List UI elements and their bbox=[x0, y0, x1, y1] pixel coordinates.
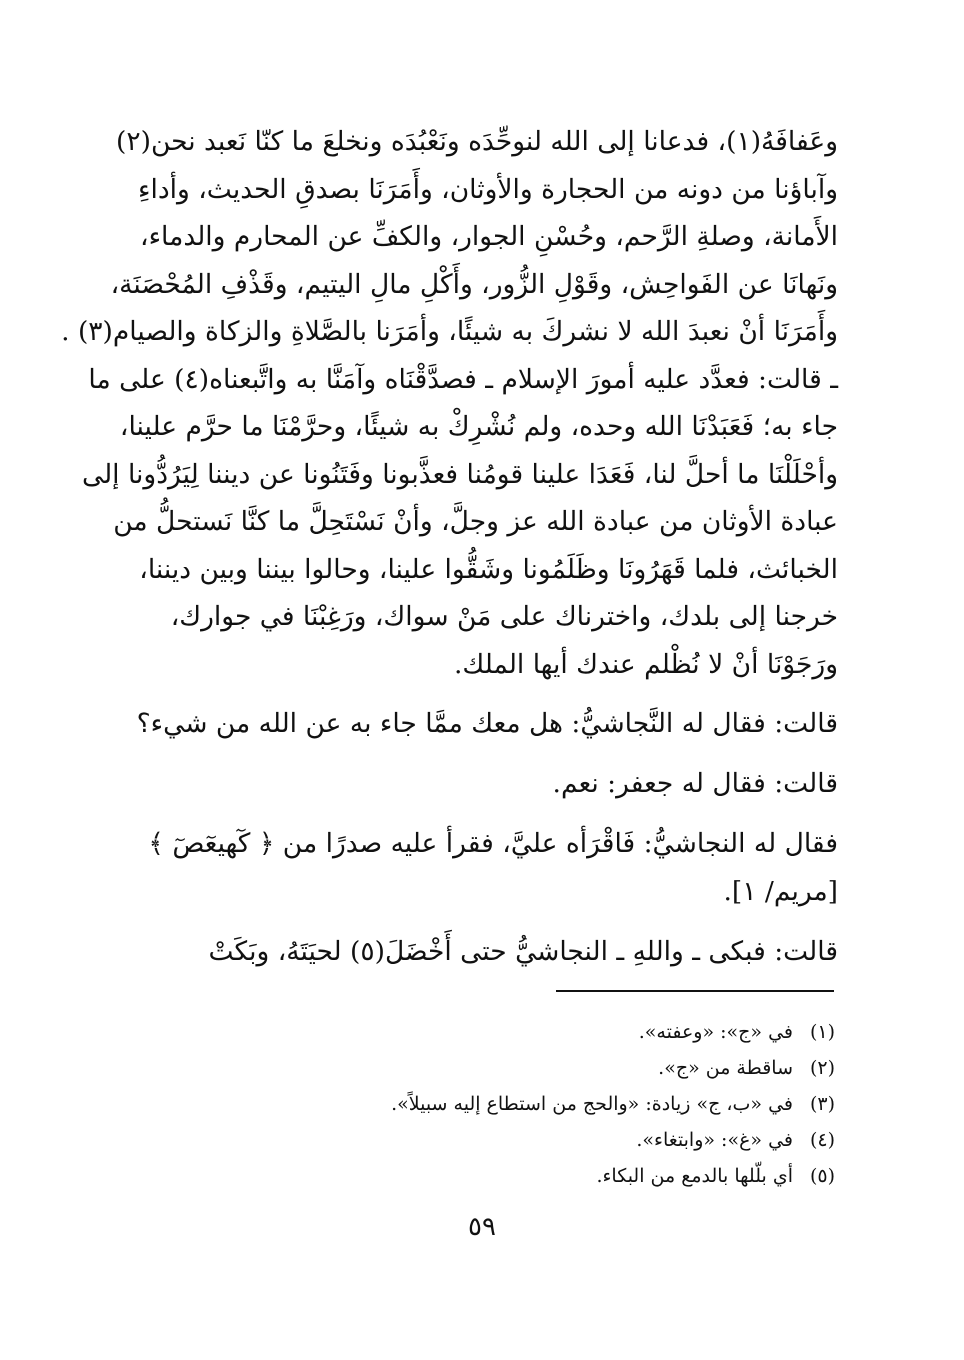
main-paragraph bbox=[61, 118, 838, 688]
body-line: قالت: فقال له النَّجاشيُّ: هل معك ممَّا جاء به عن الله من شيء؟ bbox=[136, 708, 838, 739]
body-line: وعَفافَهُ(١)، فدعانا إلى الله لنوحِّدَه ونَعْبُدَه ونخلعَ ما كنّا نَعبد نحن(٢) bbox=[116, 126, 838, 157]
footnote-text: في «ب، ج» زيادة: «والحج من استطاع إليه سبيلاً». bbox=[391, 1093, 793, 1115]
footnote-number: (٣) bbox=[809, 1093, 835, 1115]
footnote-number: (٥) bbox=[809, 1165, 835, 1187]
body-line: وأحْلَلْنَا ما أحلَّ لنا، فَعَدَا علينا قومُنا فعذَّبونا وفَتَنُونا عن ديننا لِيَرُدُّونا إلى bbox=[82, 458, 838, 490]
footnote bbox=[260, 1086, 835, 1122]
footnote-number: (٤) bbox=[809, 1129, 835, 1151]
footnote-text: ساقطة من «ج». bbox=[658, 1057, 793, 1079]
footnote-divider bbox=[556, 990, 834, 992]
footnote bbox=[260, 1122, 835, 1158]
body-line: قالت: فبكى ـ واللهِ ـ النجاشيُّ حتى أَخْضَلَ(٥) لحيَتَهُ، وبَكَتْ bbox=[208, 936, 838, 967]
body-line: الخبائث، فلما قَهَرُونَا وظَلَمُونا وشَقُّوا علينا، وحالوا بيننا وبين ديننا، bbox=[139, 553, 838, 585]
body-line: عبادة الأوثان من عبادة الله عز وجلَّ، وأنْ نَسْتَحِلَّ ما كنَّا نَستحلُّ من bbox=[113, 506, 838, 537]
footnotes bbox=[260, 1014, 835, 1194]
page-number: ٥٩ bbox=[468, 1212, 496, 1242]
body-line: ونَهانَا عن الفَواحِش، وقَوْلِ الزُّور، وأَكْلِ مالِ اليتيم، وقَذْفِ المُحْصَنَة، bbox=[110, 268, 838, 300]
footnote-number: (٢) bbox=[809, 1057, 835, 1079]
quran-reference: [مريم/ ١]. bbox=[723, 876, 838, 907]
body-line: خرجنا إلى بلدك، واخترناك على مَنْ سواك، ورَغِبْنَا في جوارك، bbox=[170, 601, 838, 632]
body-line: جاء به؛ فَعَبَدْنَا الله وحده، ولم نُشْرِكْ به شيئًا، وحرَّمْنَا ما حرَّم علينا، bbox=[119, 411, 838, 442]
paragraph-recitation bbox=[128, 820, 838, 916]
footnote bbox=[260, 1158, 835, 1194]
paragraph-jafar-answer bbox=[128, 760, 838, 808]
footnote bbox=[260, 1050, 835, 1086]
footnote-number: (١) bbox=[809, 1021, 835, 1043]
body-line: وأَمَرَنَا أنْ نعبدَ الله لا نشركَ به شيئًا، وأمَرَنا بالصَّلاةِ والزكاة والصيام(٣) . bbox=[61, 316, 838, 347]
footnote-text: أي بلّلها بالدمع من البكاء. bbox=[596, 1165, 793, 1187]
footnote bbox=[260, 1014, 835, 1050]
footnote-text: في «ج»: «وعفته». bbox=[638, 1021, 793, 1043]
body-line: فقال له النجاشيُّ: فَاقْرَأه عليَّ، فقرأ عليه صدرًا من ﴿ كٓهيعٓصٓ ﴾ bbox=[148, 828, 838, 859]
body-line: ـ قالت: فعدَّد عليه أمورَ الإسلام ـ فصدَّقْنَاه وآمَنَّا به واتَّبعناه(٤) على ما bbox=[88, 363, 838, 395]
body-line: قالت: فقال له جعفر: نعم. bbox=[552, 768, 838, 799]
page-body bbox=[61, 118, 838, 976]
body-line: وآباؤنا من دونه من الحجارة والأوثان، وأَمَرَنَا بصدقِ الحديث، وأداءِ bbox=[138, 173, 838, 205]
paragraph-najashi-question bbox=[128, 700, 838, 748]
body-line: ورَجَوْنَا أنْ لا نُظْلم عندك أيها الملك. bbox=[454, 648, 838, 680]
paragraph-weeping bbox=[128, 928, 838, 976]
body-line: الأَمانة، وصلةِ الرَّحم، وحُسْنِ الجوار، والكفِّ عن المحارم والدماء، bbox=[140, 221, 838, 252]
footnote-text: في «غ»: «وابتغاء». bbox=[636, 1129, 793, 1151]
